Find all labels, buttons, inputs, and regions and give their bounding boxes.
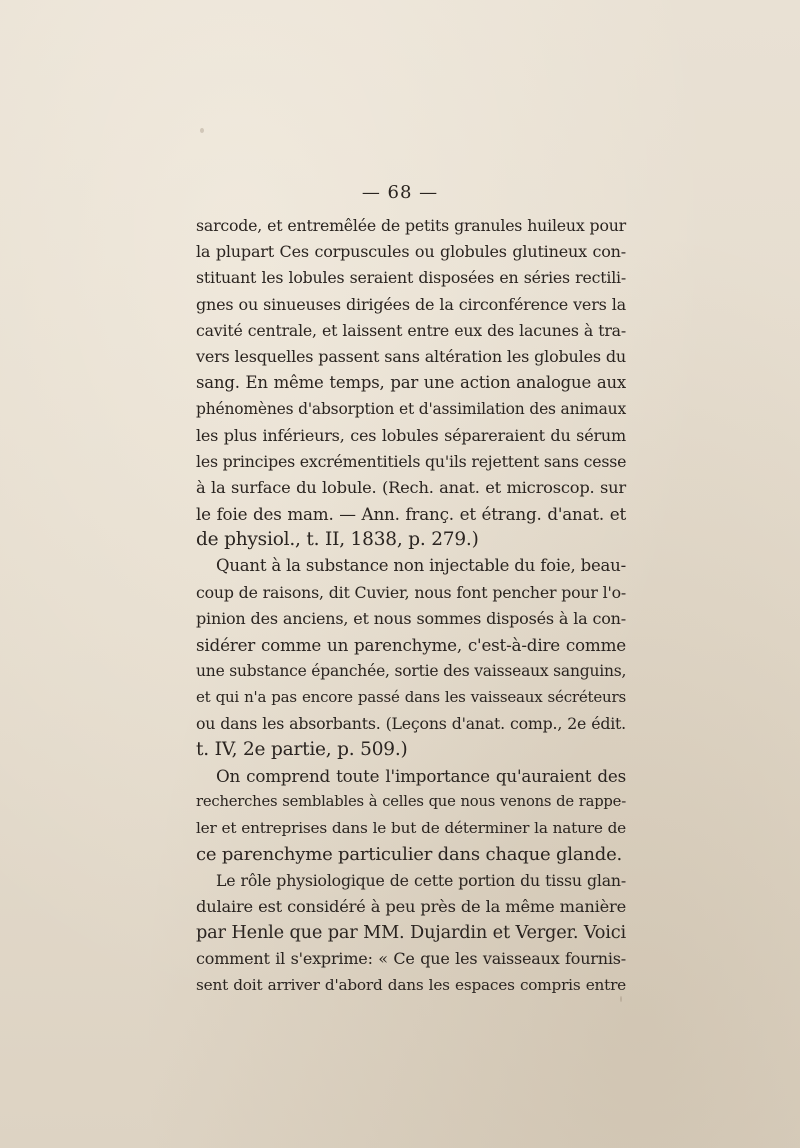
text-line: sarcode, et entremêlée de petits granules huileux pour <box>196 216 626 235</box>
body-text <box>196 213 626 999</box>
text-line: stituant les lobules seraient disposées en séries rectili- <box>196 268 626 288</box>
text-line: coup de raisons, dit Cuvier, nous font pencher pour l'o- <box>196 582 626 602</box>
text-line: les principes excrémentitiels qu'ils rejettent sans cesse <box>196 451 627 471</box>
paper-speck <box>200 128 204 133</box>
text-line: une substance épanchée, sortie des vaisseaux sanguins, <box>196 662 627 681</box>
text-line: sent doit arriver d'abord dans les espaces compris entre <box>196 976 626 995</box>
text-line: le foie des mam. — Ann. franç. et étrang. d'anat. et <box>196 504 626 525</box>
text-line: sidérer comme un parenchyme, c'est-à-dire comme <box>196 635 626 655</box>
page-number: — 68 — <box>361 182 439 203</box>
text-line: comment il s'exprime: « Ce que les vaisseaux fournis- <box>196 949 626 969</box>
text-line: phénomènes d'absorption et d'assimilation des animaux <box>196 400 626 419</box>
text-line: On comprend toute l'importance qu'auraient des <box>216 765 626 786</box>
text-line: ler et entreprises dans le but de déterminer la nature de <box>196 819 626 838</box>
text-line: vers lesquelles passent sans altération les globules du <box>196 346 626 366</box>
text-line: à la surface du lobule. (Rech. anat. et microscop. sur <box>196 477 626 497</box>
text-line: sang. En même temps, par une action analogue aux <box>196 373 626 393</box>
text-line: t. IV, 2e partie, p. 509.) <box>196 738 408 760</box>
text-line: ce parenchyme particulier dans chaque glande. <box>196 843 623 865</box>
text-line: par Henle que par MM. Dujardin et Verger. Voici <box>196 923 626 944</box>
text-line: et qui n'a pas encore passé dans les vaisseaux sécréteurs <box>196 688 626 707</box>
text-line: les plus inférieurs, ces lobules sépareraient du sérum <box>196 425 626 445</box>
text-line: gnes ou sinueuses dirigées de la circonférence vers la <box>196 294 626 314</box>
text-line: dulaire est considéré à peu près de la même manière <box>196 896 626 916</box>
text-line: ou dans les absorbants. (Leçons d'anat. comp., 2e édit. <box>196 713 626 733</box>
text-line: cavité centrale, et laissent entre eux des lacunes à tra- <box>196 320 626 340</box>
text-line: recherches semblables à celles que nous venons de rappe- <box>196 793 626 811</box>
text-line: Le rôle physiologique de cette portion du tissu glan- <box>216 870 626 890</box>
text-line: la plupart Ces corpuscules ou globules glutineux con- <box>196 242 626 262</box>
text-line: de physiol., t. II, 1838, p. 279.) <box>196 529 479 551</box>
text-line: pinion des anciens, et nous sommes disposés à la con- <box>196 608 626 628</box>
text-line: Quant à la substance non injectable du foie, beau- <box>216 556 626 576</box>
